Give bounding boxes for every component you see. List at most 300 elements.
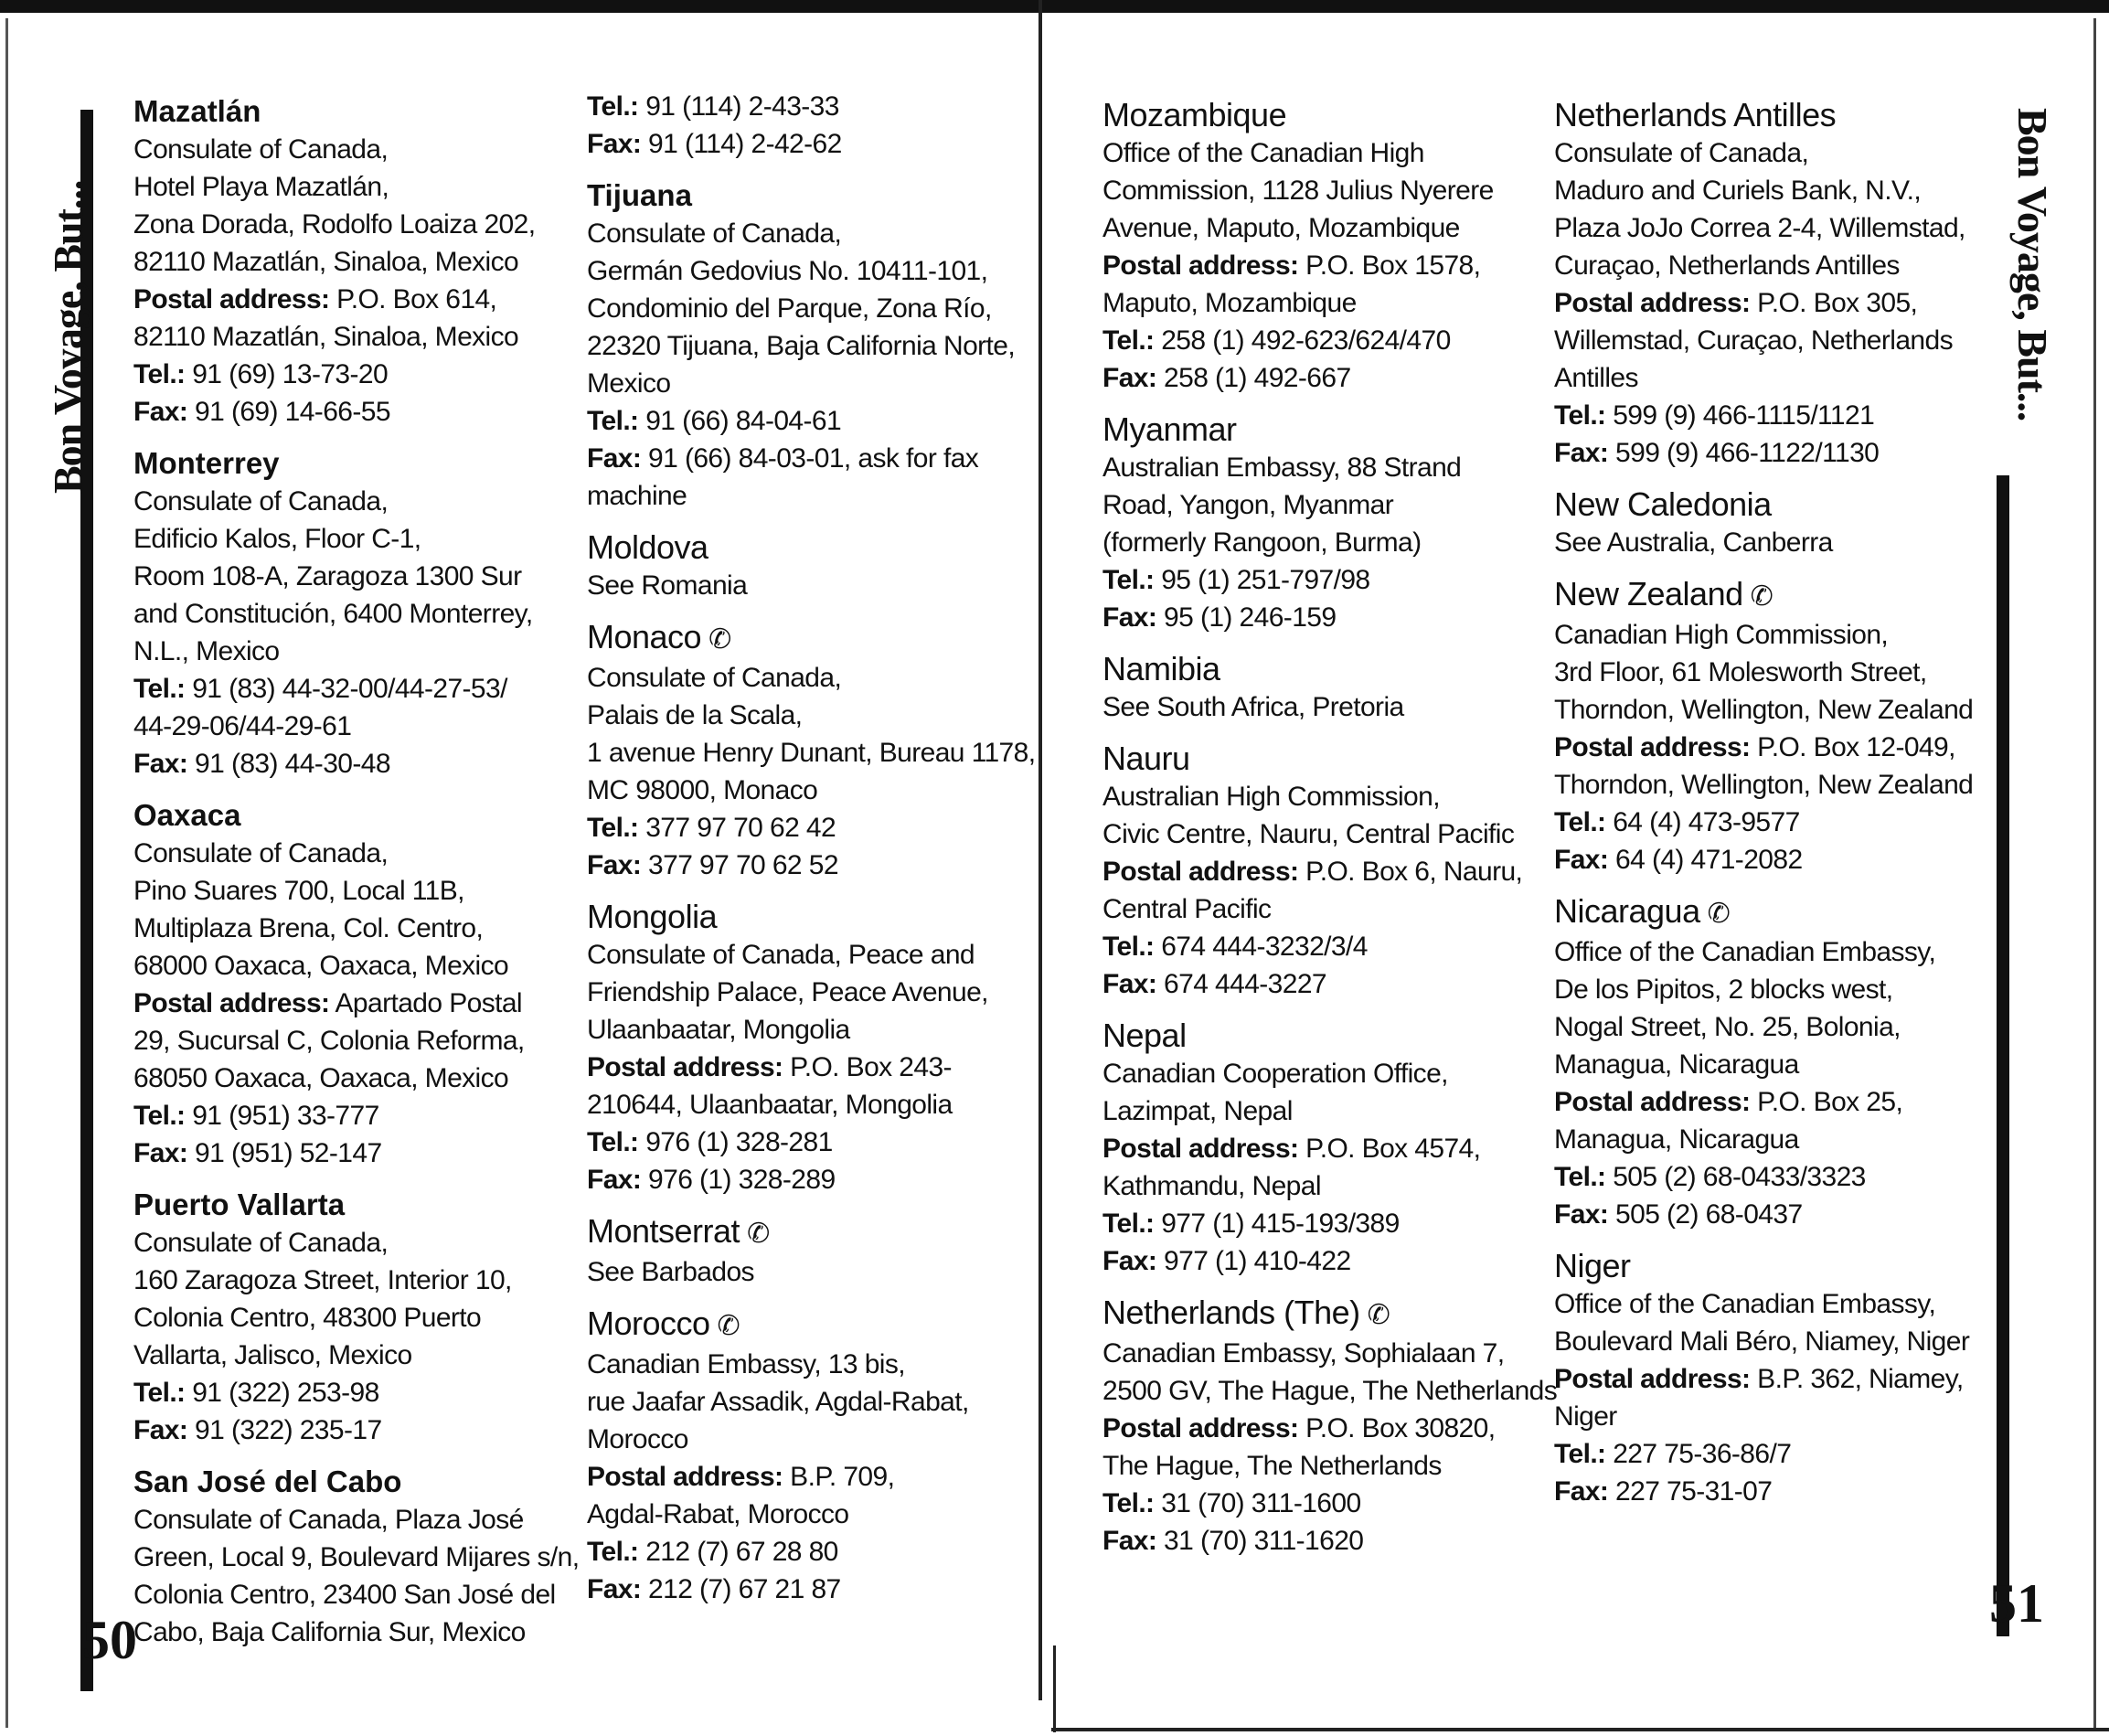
field-value: P.O. Box 243- [790, 1052, 952, 1082]
field-label: Postal address: [1102, 250, 1299, 281]
field-value: 68050 Oaxaca, Oaxaca, Mexico [133, 1063, 509, 1093]
telephone-icon: ✆ [1707, 899, 1731, 929]
directory-entry [133, 91, 563, 431]
field-value: Hotel Playa Mazatlán, [133, 172, 389, 202]
entry-line [133, 745, 563, 783]
country-heading [1554, 574, 1984, 616]
entry-line [1554, 1046, 1984, 1083]
field-value: Ulaanbaatar, Mongolia [587, 1015, 850, 1045]
heading-text: Puerto Vallarta [133, 1188, 346, 1221]
field-value: 91 (114) 2-42-62 [648, 129, 842, 159]
column-3 [1102, 88, 1558, 1572]
entry-line [133, 206, 563, 243]
entry-line [587, 936, 1017, 974]
entry-line [587, 809, 1017, 847]
field-label: Tel.: [587, 1537, 639, 1567]
field-value: Nogal Street, No. 25, Bolonia, [1554, 1012, 1901, 1042]
field-value: MC 98000, Monaco [587, 775, 818, 805]
field-value: 64 (4) 471-2082 [1615, 845, 1803, 875]
field-label: Postal address: [133, 284, 330, 314]
entry-line [1554, 209, 1984, 247]
directory-entry [587, 1304, 1017, 1608]
entry-line [133, 1501, 563, 1539]
entry-line [587, 365, 1017, 402]
entry-line [133, 1374, 563, 1411]
entry-line [1554, 691, 1984, 729]
field-value: Germán Gedovius No. 10411-101, [587, 256, 988, 286]
entry-line [133, 985, 563, 1022]
field-label: Fax: [133, 397, 188, 427]
heading-text: Monaco [587, 618, 702, 655]
entry-line [587, 567, 1017, 604]
entry-line [133, 281, 563, 318]
field-label: Tel.: [1554, 1162, 1606, 1192]
field-value: 3rd Floor, 61 Molesworth Street, [1554, 657, 1927, 687]
heading-text: San José del Cabo [133, 1464, 402, 1498]
entry-line [133, 318, 563, 356]
entry-line [1102, 1092, 1532, 1130]
heading-text: Moldova [587, 528, 708, 566]
field-label: Tel.: [1554, 400, 1606, 431]
country-heading [1102, 410, 1532, 449]
entry-line [1554, 359, 1984, 397]
entry-line [133, 520, 563, 558]
country-heading [1554, 1246, 1984, 1285]
left-page-edge [5, 18, 8, 1728]
heading-text: Nicaragua [1554, 892, 1700, 930]
field-value: Mexico [587, 368, 671, 399]
entry-line [587, 290, 1017, 327]
field-value: Vallarta, Jalisco, Mexico [133, 1340, 412, 1370]
entry-line [587, 1049, 1017, 1086]
telephone-icon: ✆ [747, 1219, 770, 1249]
field-value: Boulevard Mali Béro, Niamey, Niger [1554, 1326, 1970, 1357]
field-label: Fax: [1102, 1246, 1157, 1276]
entry-line [1554, 841, 1984, 879]
field-value: Colonia Centro, 48300 Puerto [133, 1303, 482, 1333]
field-label: Tel.: [587, 1127, 639, 1157]
field-label: Postal address: [1554, 288, 1751, 318]
telephone-icon: ✆ [1750, 581, 1773, 612]
entry-line [1554, 434, 1984, 472]
entry-line [587, 847, 1017, 884]
field-value: Thorndon, Wellington, New Zealand [1554, 770, 1974, 800]
country-heading [587, 1211, 1017, 1253]
field-label: Tel.: [1554, 807, 1606, 837]
entry-line [1102, 928, 1532, 965]
field-label: Postal address: [133, 988, 330, 1018]
field-label: Fax: [133, 1138, 188, 1168]
field-value: P.O. Box 614, [336, 284, 497, 314]
entry-line [1102, 815, 1532, 853]
field-label: Tel.: [1554, 1439, 1606, 1469]
entry-line [133, 243, 563, 281]
field-value: 212 (7) 67 28 80 [645, 1537, 838, 1567]
field-value: Commission, 1128 Julius Nyerere [1102, 176, 1494, 206]
entry-line [1554, 284, 1984, 322]
entry-line [1554, 1083, 1984, 1121]
running-title-right: Bon Voyage, But... [2009, 108, 2056, 421]
entry-line [133, 1576, 563, 1614]
entry-line [133, 1097, 563, 1134]
directory-entry [587, 88, 1017, 163]
entry-line [587, 1383, 1017, 1421]
right-page-bottom-edge [1051, 1728, 2109, 1731]
entry-line [133, 1539, 580, 1576]
field-label: Tel.: [1102, 325, 1155, 356]
entry-line [1102, 1205, 1532, 1242]
field-value: Civic Centre, Nauru, Central Pacific [1102, 819, 1515, 849]
entry-line [587, 1421, 1017, 1458]
entry-line [133, 1411, 563, 1449]
entry-line [133, 168, 563, 206]
entry-line [133, 1022, 563, 1060]
right-side-tab-bar [1997, 475, 2009, 1636]
field-value: See South Africa, Pretoria [1102, 692, 1404, 722]
book-gutter [1039, 0, 1042, 1700]
entry-line [1102, 486, 1532, 524]
field-value: 82110 Mazatlán, Sinaloa, Mexico [133, 247, 519, 277]
field-value: Consulate of Canada, Plaza José [133, 1505, 524, 1535]
field-value: B.P. 709, [790, 1462, 895, 1492]
entry-line [1102, 1130, 1532, 1167]
entry-line [1102, 209, 1532, 247]
field-value: 976 (1) 328-289 [648, 1165, 836, 1195]
entry-line [1102, 284, 1532, 322]
city-heading [587, 176, 1017, 215]
directory-entry [133, 1185, 563, 1449]
entry-line [587, 1458, 1017, 1496]
directory-entry [133, 795, 563, 1172]
heading-text: New Zealand [1554, 575, 1743, 612]
entry-line [133, 356, 563, 393]
field-value: Consulate of Canada, [1554, 138, 1809, 168]
entry-line [1554, 1473, 1984, 1510]
page-number-left: 50 [82, 1610, 137, 1670]
field-value: 977 (1) 410-422 [1164, 1246, 1351, 1276]
directory-entry [1554, 95, 1984, 472]
field-value: 1 avenue Henry Dunant, Bureau 1178, [587, 738, 1036, 768]
field-value: 674 444-3227 [1164, 969, 1327, 999]
field-value: P.O. Box 12-049, [1757, 732, 1955, 762]
field-value: Consulate of Canada, [587, 663, 842, 693]
entry-line [587, 1124, 1017, 1161]
entry-line [587, 440, 1017, 477]
entry-line [1554, 1435, 1984, 1473]
field-value: 91 (69) 13-73-20 [192, 359, 389, 389]
field-value: The Hague, The Netherlands [1102, 1451, 1442, 1481]
entry-line [587, 1571, 1017, 1608]
entry-line [1554, 172, 1984, 209]
field-value: Zona Dorada, Rodolfo Loaiza 202, [133, 209, 536, 240]
field-value: 2500 GV, The Hague, The Netherlands [1102, 1376, 1558, 1406]
telephone-icon: ✆ [708, 624, 731, 655]
directory-entry [587, 897, 1017, 1198]
field-value: Australian High Commission, [1102, 782, 1440, 812]
entry-line [1554, 1196, 1984, 1233]
field-label: Postal address: [1102, 857, 1299, 887]
entry-line [1554, 1398, 1984, 1435]
field-value: Canadian High Commission, [1554, 620, 1889, 650]
entry-line [587, 1011, 1017, 1049]
field-value: Antilles [1554, 363, 1638, 393]
field-label: Fax: [587, 850, 642, 880]
field-label: Postal address: [1554, 732, 1751, 762]
field-value: 22320 Tijuana, Baja California Norte, [587, 331, 1016, 361]
entry-line [1102, 561, 1532, 599]
field-label: Fax: [1102, 363, 1157, 393]
entry-line [1102, 1447, 1532, 1485]
column-4 [1554, 88, 1984, 1523]
entry-line [1554, 933, 1984, 971]
entry-line [1102, 1242, 1532, 1280]
entry-line [587, 697, 1017, 734]
entry-line [133, 393, 563, 431]
field-value: Kathmandu, Nepal [1102, 1171, 1321, 1201]
field-value: 29, Sucursal C, Colonia Reforma, [133, 1026, 525, 1056]
directory-entry [1554, 1246, 1984, 1510]
field-value: 68000 Oaxaca, Oaxaca, Mexico [133, 951, 509, 981]
entry-line [133, 558, 563, 595]
heading-text: Morocco [587, 1305, 710, 1342]
directory-entry [1102, 1016, 1532, 1280]
heading-text: New Caledonia [1554, 485, 1772, 523]
entry-line [1102, 1335, 1532, 1372]
field-label: Tel.: [1102, 1488, 1155, 1518]
heading-text: Netherlands Antilles [1554, 96, 1837, 133]
field-value: Edificio Kalos, Floor C-1, [133, 524, 421, 554]
heading-text: Mozambique [1102, 96, 1287, 133]
entry-line [587, 734, 1036, 772]
field-label: Fax: [587, 443, 642, 474]
field-label: Fax: [587, 129, 642, 159]
field-label: Fax: [1554, 438, 1609, 468]
entry-line [133, 1224, 563, 1262]
entry-line [1102, 449, 1532, 486]
field-value: 44-29-06/44-29-61 [133, 711, 352, 741]
field-value: See Barbados [587, 1257, 754, 1287]
field-value: Managua, Nicaragua [1554, 1124, 1799, 1155]
field-value: 91 (951) 52-147 [195, 1138, 382, 1168]
entry-line [587, 1161, 1017, 1198]
directory-entry [1554, 574, 1984, 879]
entry-line [587, 1496, 1017, 1533]
entry-line [1102, 1167, 1532, 1205]
field-value: Multiplaza Brena, Col. Centro, [133, 913, 484, 943]
field-value: Condominio del Parque, Zona Río, [587, 293, 992, 324]
field-value: Office of the Canadian Embassy, [1554, 1289, 1936, 1319]
country-heading [587, 617, 1017, 659]
entry-line [587, 402, 1017, 440]
entry-line [133, 1134, 563, 1172]
field-value: Consulate of Canada, [133, 838, 389, 868]
field-value: Lazimpat, Nepal [1102, 1096, 1293, 1126]
field-label: Tel.: [133, 1378, 186, 1408]
field-label: Tel.: [1102, 932, 1155, 962]
field-label: Fax: [587, 1574, 642, 1604]
field-value: 377 97 70 62 52 [648, 850, 838, 880]
field-label: Fax: [1102, 602, 1157, 633]
entry-line [1102, 359, 1532, 397]
field-value: Office of the Canadian Embassy, [1554, 937, 1936, 967]
field-label: Postal address: [587, 1052, 783, 1082]
field-value: Avenue, Maputo, Mozambique [1102, 213, 1460, 243]
running-title-left: Bon Voyage, But... [45, 180, 91, 494]
field-value: See Australia, Canberra [1554, 527, 1833, 558]
field-value: Consulate of Canada, [133, 1228, 389, 1258]
entry-line [1554, 1008, 1984, 1046]
entry-line [1554, 1158, 1984, 1196]
entry-line [133, 835, 563, 872]
directory-entry [1102, 95, 1532, 397]
field-value: 91 (322) 253-98 [192, 1378, 379, 1408]
telephone-icon: ✆ [1367, 1300, 1390, 1330]
field-label: Tel.: [587, 813, 639, 843]
field-value: Thorndon, Wellington, New Zealand [1554, 695, 1974, 725]
field-label: Fax: [1102, 969, 1157, 999]
entry-line [1554, 524, 1984, 561]
field-label: Postal address: [587, 1462, 783, 1492]
field-value: 377 97 70 62 42 [645, 813, 836, 843]
entry-line [133, 1337, 563, 1374]
field-label: Postal address: [1102, 1134, 1299, 1164]
directory-entry [587, 617, 1036, 884]
country-heading [1102, 1016, 1532, 1055]
field-label: Tel.: [133, 359, 186, 389]
field-label: Fax: [1554, 1199, 1609, 1230]
heading-text: Mazatlán [133, 94, 261, 128]
field-value: Agdal-Rabat, Morocco [587, 1499, 849, 1529]
entry-line [133, 1299, 563, 1337]
field-value: Consulate of Canada, [133, 486, 389, 517]
field-value: 976 (1) 328-281 [645, 1127, 833, 1157]
field-value: rue Jaafar Assadik, Agdal-Rabat, [587, 1387, 969, 1417]
entry-line [133, 595, 563, 633]
field-value: Plaza JoJo Correa 2-4, Willemstad, [1554, 213, 1965, 243]
entry-line [1102, 247, 1532, 284]
entry-line [1102, 890, 1532, 928]
city-heading [133, 443, 563, 483]
field-value: 210644, Ulaanbaatar, Mongolia [587, 1090, 953, 1120]
field-value: 505 (2) 68-0437 [1615, 1199, 1803, 1230]
directory-entry [587, 527, 1017, 604]
field-value: P.O. Box 6, Nauru, [1305, 857, 1523, 887]
entry-line [587, 252, 1017, 290]
entry-line [1102, 134, 1532, 172]
city-heading [133, 1185, 563, 1224]
directory-entry [1102, 410, 1532, 636]
field-label: Tel.: [133, 1101, 186, 1131]
field-label: Tel.: [1102, 565, 1155, 595]
directory-entry [1102, 649, 1532, 726]
field-value: 599 (9) 466-1115/1121 [1613, 400, 1875, 431]
field-value: Road, Yangon, Myanmar [1102, 490, 1394, 520]
field-value: 258 (1) 492-623/624/470 [1161, 325, 1451, 356]
entry-line [1554, 247, 1984, 284]
entry-line [133, 633, 563, 670]
city-heading [133, 795, 563, 835]
entry-line [587, 477, 1017, 515]
field-value: Australian Embassy, 88 Strand [1102, 453, 1462, 483]
entry-line [1554, 397, 1984, 434]
entry-line [1102, 599, 1532, 636]
heading-text: Mongolia [587, 898, 718, 935]
entry-line [1102, 524, 1532, 561]
entry-line [587, 215, 1017, 252]
entry-line [133, 131, 563, 168]
entry-line [1554, 654, 1984, 691]
field-value: Maduro and Curiels Bank, N.V., [1554, 176, 1922, 206]
field-value: 977 (1) 415-193/389 [1161, 1209, 1400, 1239]
field-value: Maputo, Mozambique [1102, 288, 1357, 318]
field-value: Morocco [587, 1424, 688, 1454]
entry-line [1102, 853, 1532, 890]
field-value: Consulate of Canada, [587, 218, 842, 249]
heading-text: Niger [1554, 1247, 1631, 1284]
country-heading [1554, 891, 1984, 933]
entry-line [1554, 729, 1984, 766]
field-value: (formerly Rangoon, Burma) [1102, 527, 1422, 558]
field-value: 91 (322) 235-17 [195, 1415, 382, 1445]
entry-line [1554, 1323, 1984, 1360]
field-value: Canadian Cooperation Office, [1102, 1059, 1448, 1089]
entry-line [1102, 688, 1532, 726]
field-value: Canadian Embassy, 13 bis, [587, 1349, 905, 1379]
entry-line [587, 327, 1017, 365]
entry-line [133, 670, 563, 708]
entry-line [1102, 965, 1532, 1003]
entry-line [1102, 1485, 1532, 1522]
entry-line [1102, 1410, 1532, 1447]
country-heading [1554, 485, 1984, 524]
field-value: B.P. 362, Niamey, [1757, 1364, 1964, 1394]
city-heading [133, 1462, 563, 1501]
field-value: P.O. Box 30820, [1305, 1413, 1496, 1443]
field-value: 227 75-36-86/7 [1613, 1439, 1792, 1469]
entry-line [1554, 322, 1984, 359]
heading-text: Montserrat [587, 1212, 740, 1250]
directory-entry [1554, 891, 1984, 1233]
entry-line [587, 772, 1017, 809]
field-value: 31 (70) 311-1600 [1161, 1488, 1361, 1518]
entry-line [1102, 1055, 1532, 1092]
book-gutter-shadow [1053, 1645, 1056, 1732]
field-value: Consulate of Canada, Peace and [587, 940, 975, 970]
telephone-icon: ✆ [717, 1311, 740, 1341]
field-label: Postal address: [1554, 1087, 1751, 1117]
field-label: Fax: [587, 1165, 642, 1195]
entry-line [587, 1533, 1017, 1571]
field-value: Room 108-A, Zaragoza 1300 Sur [133, 561, 522, 591]
country-heading [1102, 1293, 1532, 1335]
field-value: Colonia Centro, 23400 San José del [133, 1580, 556, 1610]
field-value: Niger [1554, 1401, 1617, 1432]
field-value: De los Pipitos, 2 blocks west, [1554, 975, 1893, 1005]
entry-line [1554, 804, 1984, 841]
heading-text: Namibia [1102, 650, 1220, 687]
field-value: 212 (7) 67 21 87 [648, 1574, 841, 1604]
field-label: Fax: [1554, 1476, 1609, 1507]
field-value: 82110 Mazatlán, Sinaloa, Mexico [133, 322, 519, 352]
entry-line [133, 483, 563, 520]
entry-line [1554, 616, 1984, 654]
field-value: 91 (83) 44-32-00/44-27-53/ [192, 674, 507, 704]
field-value: Palais de la Scala, [587, 700, 803, 730]
heading-text: Nepal [1102, 1017, 1187, 1054]
field-value: N.L., Mexico [133, 636, 280, 666]
directory-entry [133, 1462, 580, 1651]
country-heading [1102, 739, 1532, 778]
